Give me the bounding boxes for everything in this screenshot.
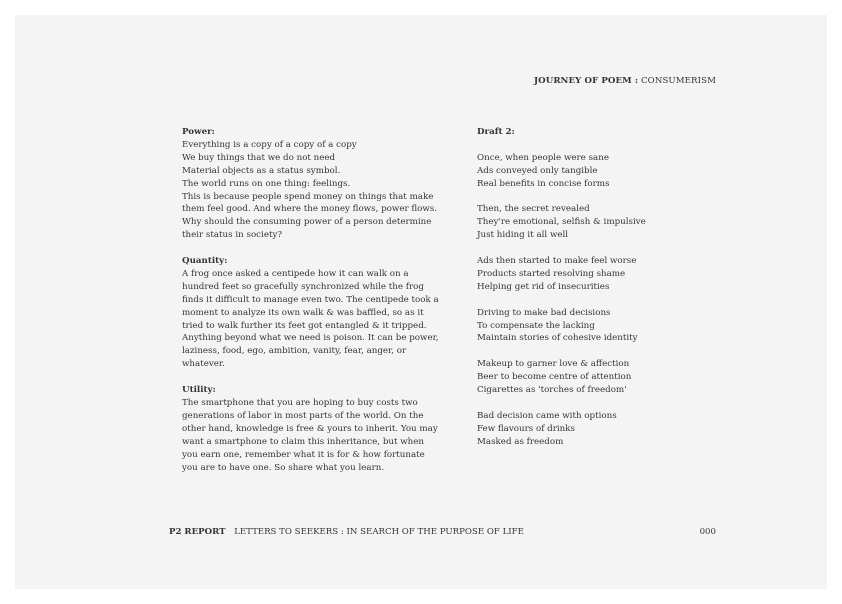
document-page	[15, 15, 827, 589]
poem-line: Once, when people were sane	[477, 152, 609, 163]
poem-line: Beer to become centre of attention	[477, 372, 632, 383]
text-line: Material objects as a status symbol.	[182, 165, 341, 176]
header-title-bold: JOURNEY OF POEM :	[533, 76, 639, 86]
text-line: We buy things that we do not need	[182, 152, 336, 163]
poem-line: Masked as freedom	[477, 436, 564, 447]
poem-line: Driving to make bad decisions	[477, 307, 611, 318]
page-header	[534, 76, 716, 86]
poem-line: Cigarettes as 'torches of freedom'	[477, 385, 627, 396]
poem-line: Products started resolving shame	[477, 268, 626, 279]
text-line: generations of labor in most parts of the world. On the	[182, 410, 424, 421]
text-line: you earn one, remember what it is for & how fortunate	[182, 449, 425, 460]
text-line: their status in society?	[182, 230, 283, 241]
text-line: A frog once asked a centipede how it can walk on a	[182, 268, 409, 279]
text-line: tried to walk further its feet got entangled & it tripped.	[182, 320, 427, 331]
poem-line: To compensate the lacking	[477, 320, 595, 331]
poem-stanza	[477, 203, 677, 242]
text-line: The smartphone that you are hoping to buy costs two	[182, 398, 418, 408]
text-line: other hand, knowledge is free & yours to inherit. You may	[182, 423, 438, 434]
left-column	[182, 126, 439, 474]
poem-line: Ads then started to make feel worse	[477, 256, 637, 267]
footer-report-label: P2 REPORT	[169, 527, 226, 537]
poem-line: Makeup to garner love & affection	[477, 359, 630, 370]
poem-line: Just hiding it all well	[477, 230, 569, 241]
text-line: whatever.	[182, 359, 225, 370]
poem-stanza	[477, 358, 677, 397]
poem-stanza	[477, 152, 677, 191]
section-heading-utility: Utility:	[182, 385, 216, 396]
poem-line: Then, the secret revealed	[477, 204, 590, 215]
poem-heading: Draft 2:	[477, 127, 515, 137]
section-heading-quantity: Quantity:	[182, 256, 228, 267]
right-column	[477, 126, 677, 449]
quantity-paragraph	[182, 268, 439, 371]
poem-stanza	[477, 410, 677, 449]
text-line: moment to analyze its own walk & was baffled, so as it	[182, 307, 424, 318]
page-number: 000	[699, 527, 716, 537]
header-title-rest: CONSUMERISM	[641, 76, 716, 86]
poem-stanza	[477, 307, 677, 346]
utility-paragraph	[182, 397, 438, 474]
text-line: Why should the consuming power of a person determine	[182, 217, 432, 228]
section-heading-power: Power:	[182, 127, 215, 137]
power-paragraph	[182, 139, 438, 242]
poem-line: Bad decision came with options	[477, 410, 617, 421]
footer-subtitle: LETTERS TO SEEKERS : IN SEARCH OF THE PURPOSE OF LIFE	[234, 527, 524, 537]
text-line: laziness, food, ego, ambition, vanity, fear, anger, or	[182, 346, 407, 357]
page-footer	[169, 527, 524, 537]
poem-line: Few flavours of drinks	[477, 423, 575, 434]
poem-line: Helping get rid of insecurities	[477, 281, 610, 292]
poem-line: Maintain stories of cohesive identity	[477, 333, 638, 344]
poem-line: Ads conveyed only tangible	[477, 165, 598, 176]
poem-line: Real benefits in concise forms	[477, 178, 610, 189]
text-line: hundred feet so gracefully synchronized while the frog	[182, 281, 424, 292]
text-line: finds it difficult to manage even two. The centipede took a	[182, 294, 439, 305]
text-line: The world runs on one thing: feelings.	[182, 178, 351, 189]
text-line: them feel good. And where the money flows, power flows.	[182, 204, 438, 215]
text-line: you are to have one. So share what you learn.	[182, 462, 385, 473]
poem-line: They're emotional, selfish & impulsive	[477, 217, 646, 228]
text-line: This is because people spend money on things that make	[182, 191, 434, 202]
poem-stanza	[477, 255, 677, 294]
text-line: Anything beyond what we need is poison. It can be power,	[182, 333, 439, 344]
text-line: Everything is a copy of a copy of a copy	[182, 139, 357, 150]
text-line: want a smartphone to claim this inheritance, but when	[182, 436, 424, 447]
